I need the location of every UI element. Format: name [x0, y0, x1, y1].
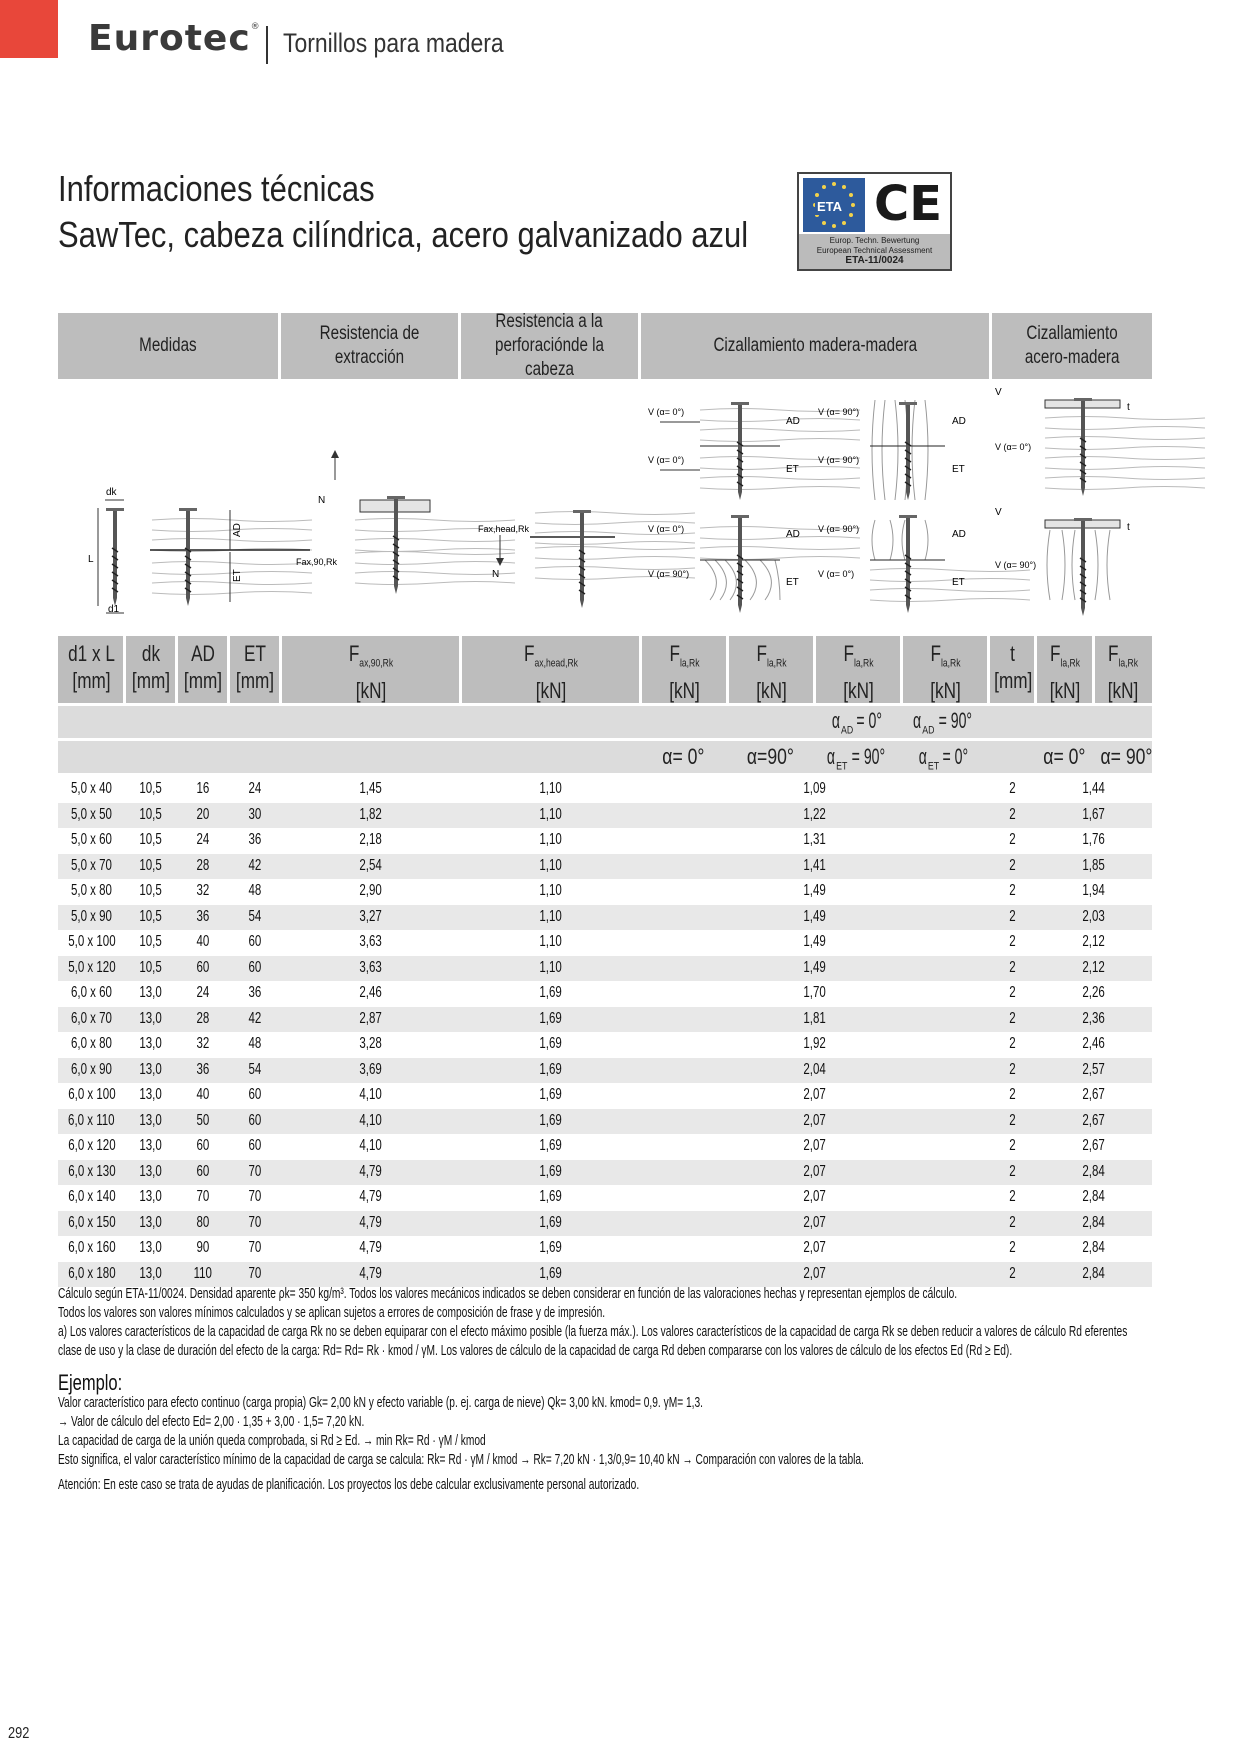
table-cell: 4,10 — [359, 1137, 383, 1154]
table-cell: 13,0 — [139, 1239, 163, 1256]
table-row — [58, 1134, 1152, 1159]
svg-text:d1: d1 — [108, 604, 120, 615]
svg-text:V (α= 0°): V (α= 0°) — [648, 524, 685, 534]
angle-row-2 — [58, 741, 1152, 773]
svg-text:t: t — [1127, 402, 1130, 413]
table-cell: 2 — [1009, 907, 1016, 925]
certificate-number: ETA-11/0024 — [845, 255, 904, 266]
page-title-line2: SawTec, cabeza cilíndrica, acero galvanizado azul — [58, 214, 749, 255]
table-cell: 1,10 — [539, 907, 563, 925]
table-cell: 110 — [193, 1264, 213, 1282]
table-cell: 2,07 — [803, 1213, 827, 1231]
table-cell: 24 — [196, 831, 210, 848]
table-cell: 2 — [1009, 805, 1016, 823]
table-cell: 1,31 — [803, 831, 827, 848]
table-cell: 2,67 — [1082, 1137, 1106, 1154]
example-line-5: Atención: En este caso se trata de ayudas de planificación. Los proyectos los debe calcular exclusivamente personal autorizado. — [58, 1476, 640, 1493]
table-cell: 2,12 — [1082, 933, 1106, 950]
table-cell: 3,63 — [359, 933, 383, 950]
group-madera-madera: Cizallamiento madera-madera — [713, 335, 917, 356]
table-cell: 16 — [196, 780, 210, 797]
table-cell: 3,28 — [359, 1035, 383, 1052]
table-cell: 60 — [248, 1111, 262, 1129]
table-row — [58, 1032, 1152, 1057]
table-cell: 28 — [196, 856, 210, 874]
table-cell: 60 — [196, 958, 210, 976]
table-cell: 13,0 — [139, 1137, 163, 1154]
svg-text:AD: AD — [952, 529, 966, 540]
table-cell: 1,69 — [539, 1264, 563, 1282]
table-cell: 1,76 — [1082, 831, 1106, 848]
svg-text:L: L — [88, 554, 94, 565]
table-cell: 13,0 — [139, 1188, 163, 1205]
table-cell: 2,84 — [1082, 1188, 1106, 1205]
svg-text:V: V — [995, 507, 1002, 518]
column-header-2: AD [mm] — [183, 641, 223, 693]
table-cell: 2,07 — [803, 1086, 827, 1103]
table-cell: 24 — [248, 780, 262, 797]
example-line-3: La capacidad de carga de la unión queda comprobada, si Rd ≥ Ed. → min Rk= Rd · γM / kmod — [58, 1432, 486, 1449]
table-cell: 1,10 — [539, 780, 563, 797]
table-cell: 1,69 — [539, 1035, 563, 1052]
table-cell: 5,0 x 90 — [71, 907, 112, 925]
table-cell: 2 — [1009, 831, 1016, 848]
column-header-12: $F_{la,Rk}$ [kN] — [1107, 641, 1139, 704]
column-header-9: $F_{la,Rk}$ [kN] — [930, 641, 961, 704]
table-cell: 1,69 — [539, 1162, 563, 1180]
table-cell: 2,67 — [1082, 1111, 1106, 1129]
table-cell: 10,5 — [139, 856, 163, 874]
table-cell: 4,79 — [359, 1239, 383, 1256]
table-cell: 32 — [196, 1035, 210, 1052]
table-cell: 2,26 — [1082, 984, 1106, 1001]
svg-text:AD: AD — [232, 523, 243, 537]
svg-text:V (α= 90°): V (α= 90°) — [818, 407, 860, 417]
table-cell: 10,5 — [139, 907, 163, 925]
table-cell: 28 — [196, 1009, 210, 1027]
table-cell: 2,07 — [803, 1239, 827, 1256]
column-header-8: $F_{la,Rk}$ [kN] — [843, 641, 874, 704]
table-row — [58, 828, 1152, 853]
column-header-6: $F_{la,Rk}$ [kN] — [669, 641, 700, 704]
certificate-line2: European Technical Assessment — [816, 246, 933, 255]
column-header-10: t [mm] — [994, 641, 1033, 693]
table-cell: 1,10 — [539, 958, 563, 976]
table-row — [58, 803, 1152, 828]
table-row — [58, 981, 1152, 1006]
table-cell: 4,79 — [359, 1162, 383, 1180]
table-cell: 6,0 x 150 — [67, 1213, 116, 1231]
table-cell: 10,5 — [139, 882, 163, 899]
table-row — [58, 956, 1152, 981]
table-cell: 4,10 — [359, 1086, 383, 1103]
table-cell: 4,79 — [359, 1188, 383, 1205]
table-cell: 1,69 — [539, 984, 563, 1001]
table-cell: 6,0 x 120 — [67, 1137, 116, 1154]
table-cell: 1,69 — [539, 1086, 563, 1103]
column-header-7: $F_{la,Rk}$ [kN] — [756, 641, 787, 704]
table-cell: 1,09 — [803, 780, 827, 797]
group-acero-madera: Cizallamiento acero-madera — [1024, 323, 1120, 368]
table-cell: 2 — [1009, 1060, 1016, 1078]
column-header-1: dk [mm] — [131, 641, 171, 693]
madera-madera-diagrams — [648, 400, 1030, 613]
table-cell: 2 — [1009, 984, 1016, 1001]
table-cell: 2 — [1009, 1162, 1016, 1180]
table-cell: 1,49 — [803, 882, 827, 899]
table-cell: 1,92 — [803, 1035, 827, 1052]
eta-ce-certificate — [797, 172, 952, 271]
table-cell: 6,0 x 70 — [71, 1009, 112, 1027]
table-row — [58, 930, 1152, 955]
table-cell: 3,27 — [359, 907, 383, 925]
table-cell: 60 — [248, 933, 262, 950]
table-cell: 6,0 x 60 — [71, 984, 112, 1001]
table-cell: 13,0 — [139, 1111, 163, 1129]
table-cell: 1,10 — [539, 933, 563, 950]
table-cell: 2,84 — [1082, 1239, 1106, 1256]
svg-text:N: N — [492, 569, 500, 580]
note-3: a) Los valores característicos de la capacidad de carga Rk no se deben equiparar con el efecto máximo posible (la fuerza máx.). Los valores característicos de la capacidad de carga Rk se deben reducir a valores de cálculo Rd eferentes — [58, 1323, 1128, 1340]
table-cell: 60 — [196, 1137, 210, 1154]
example-line-1: Valor característico para efecto continuo (carga propia) Gk= 2,00 kN y efecto variable (p. ej. carga de nieve) Qk= 3,00 kN. kmod= 0,9. γM= 1,3. — [58, 1394, 704, 1411]
table-cell: 6,0 x 160 — [67, 1239, 116, 1256]
table-cell: 70 — [248, 1264, 262, 1282]
angle-et-90: $\alpha_{ET} = 90^\circ$ — [826, 744, 885, 773]
column-header-0: d1 x L [mm] — [68, 641, 115, 693]
svg-text:V (α= 90°): V (α= 90°) — [818, 524, 860, 534]
technical-diagrams — [0, 380, 1240, 640]
table-cell: 2,87 — [359, 1009, 383, 1027]
table-row — [58, 777, 1152, 802]
svg-text:AD: AD — [786, 416, 800, 427]
table-cell: 1,69 — [539, 1111, 563, 1129]
note-2: Todos los valores son valores mínimos calculados y se aplican sujetos a errores de composición de frase y de impresión. — [58, 1304, 606, 1321]
table-cell: 4,79 — [359, 1213, 383, 1231]
column-header-3: ET [mm] — [235, 641, 275, 693]
table-cell: 2 — [1009, 1264, 1016, 1282]
eurotec-logo: Eurotec® — [88, 18, 261, 59]
table-cell: 5,0 x 40 — [71, 780, 112, 797]
table-cell: 1,10 — [539, 831, 563, 848]
table-cell: 42 — [248, 1009, 262, 1027]
table-cell: 2 — [1009, 1035, 1016, 1052]
note-4: clase de uso y la clase de duración del efecto de la carga: Rd= Rd= Rk · kmod / γM. Los valores de cálculo de la capacidad de carga Rd deben compararse con los valores de cálculo de los efectos Ed (Rd ≥ Ed). — [58, 1342, 1013, 1359]
angle-ad-0: $\alpha_{AD} = 0^\circ$ — [831, 708, 882, 737]
angle-ad-90: $\alpha_{AD} = 90^\circ$ — [913, 708, 973, 737]
svg-text:Fax,90,Rk: Fax,90,Rk — [296, 557, 338, 567]
svg-text:ET: ET — [232, 569, 243, 582]
group-extraccion: Resistencia de extracción — [319, 323, 420, 368]
table-cell: 60 — [196, 1162, 210, 1180]
table-cell: 1,44 — [1082, 780, 1106, 797]
table-cell: 2 — [1009, 1137, 1016, 1154]
acero-madera-diagrams — [995, 387, 1205, 616]
table-cell: 5,0 x 120 — [67, 958, 116, 976]
table-cell: 1,69 — [539, 1137, 563, 1154]
svg-text:V (α= 0°): V (α= 0°) — [648, 455, 685, 465]
table-cell: 5,0 x 60 — [71, 831, 112, 848]
table-cell: 2,07 — [803, 1264, 827, 1282]
table-cell: 2,07 — [803, 1111, 827, 1129]
table-cell: 5,0 x 70 — [71, 856, 112, 874]
table-cell: 6,0 x 140 — [67, 1188, 116, 1205]
eta-badge-icon: ETA — [803, 178, 865, 232]
example-title: Ejemplo: — [58, 1370, 123, 1395]
svg-text:t: t — [1127, 522, 1130, 533]
svg-text:ET: ET — [786, 577, 799, 588]
table-cell: 2,03 — [1082, 907, 1106, 925]
table-cell: 6,0 x 130 — [67, 1162, 116, 1180]
table-cell: 48 — [248, 1035, 262, 1052]
group-medidas: Medidas — [139, 335, 197, 356]
table-cell: 48 — [248, 882, 262, 899]
table-cell: 6,0 x 110 — [68, 1111, 115, 1129]
table-cell: 13,0 — [139, 984, 163, 1001]
table-cell: 50 — [196, 1111, 210, 1129]
table-cell: 1,81 — [803, 1009, 827, 1027]
table-cell: 1,70 — [803, 984, 827, 1001]
medidas-diagram — [88, 487, 312, 615]
table-cell: 30 — [248, 805, 262, 823]
svg-text:V (α= 90°): V (α= 90°) — [995, 560, 1037, 570]
angle-et-0: $\alpha_{ET} = 0^\circ$ — [918, 744, 969, 773]
header-divider — [266, 26, 268, 64]
table-cell: 60 — [248, 1137, 262, 1154]
table-cell: 10,5 — [139, 831, 163, 848]
table-cell: 2,46 — [1082, 1035, 1106, 1052]
table-cell: 70 — [248, 1188, 262, 1205]
table-cell: 1,10 — [539, 882, 563, 899]
column-header-5: $F_{ax,head,Rk}$ [kN] — [524, 641, 578, 704]
table-cell: 54 — [248, 907, 262, 925]
table-cell: 6,0 x 80 — [71, 1035, 112, 1052]
table-cell: 1,49 — [803, 958, 827, 976]
table-cell: 13,0 — [139, 1009, 163, 1027]
table-cell: 36 — [248, 831, 262, 848]
table-cell: 2 — [1009, 1213, 1016, 1231]
table-row — [58, 1160, 1152, 1185]
table-cell: 1,49 — [803, 933, 827, 950]
table-cell: 2,12 — [1082, 958, 1106, 976]
table-cell: 1,10 — [539, 805, 563, 823]
svg-text:ET: ET — [786, 464, 799, 475]
svg-text:V (α= 90°): V (α= 90°) — [818, 455, 860, 465]
table-cell: 4,79 — [359, 1264, 383, 1282]
table-cell: 60 — [248, 1086, 262, 1103]
ce-mark: CE — [873, 176, 942, 232]
table-cell: 80 — [196, 1213, 210, 1231]
table-cell: 2,36 — [1082, 1009, 1106, 1027]
svg-text:V (α= 0°): V (α= 0°) — [648, 407, 685, 417]
page-title-line1: Informaciones técnicas — [58, 168, 375, 209]
table-cell: 2,54 — [359, 856, 383, 874]
table-row — [58, 1185, 1152, 1210]
svg-text:AD: AD — [786, 529, 800, 540]
table-row — [58, 1007, 1152, 1032]
table-cell: 2,46 — [359, 984, 383, 1001]
table-cell: 1,41 — [803, 856, 827, 874]
svg-text:N: N — [318, 495, 326, 506]
table-cell: 90 — [196, 1239, 210, 1256]
table-cell: 1,69 — [539, 1009, 563, 1027]
table-cell: 2,90 — [359, 882, 383, 899]
svg-text:V (α= 0°): V (α= 0°) — [995, 442, 1032, 452]
table-cell: 2 — [1009, 1111, 1016, 1129]
table-cell: 1,49 — [803, 907, 827, 925]
table-row — [58, 1109, 1152, 1134]
table-row — [58, 905, 1152, 930]
column-header-11: $F_{la,Rk}$ [kN] — [1049, 641, 1081, 704]
table-cell: 36 — [196, 907, 210, 925]
table-cell: 1,10 — [539, 856, 563, 874]
table-cell: 2,67 — [1082, 1086, 1106, 1103]
angle-steel-0: α= 0° — [1042, 744, 1086, 769]
svg-text:ET: ET — [952, 577, 965, 588]
table-cell: 4,10 — [359, 1111, 383, 1129]
table-cell: 6,0 x 90 — [71, 1060, 112, 1078]
table-cell: 40 — [196, 933, 210, 950]
table-cell: 2 — [1009, 856, 1016, 874]
note-1: Cálculo según ETA-11/0024. Densidad aparente ρk= 350 kg/m³. Todos los valores mecánicos indicados se deben considerar en función de las valoraciones hechas y representan ejemplos de cálculo. — [58, 1285, 958, 1302]
example-line-4: Esto significa, el valor característico mínimo de la capacidad de carga se calcula: Rk= Rd · γM / kmod → Rk= 7,20 kN · 1,3/0,9= 10,40 kN → Comparación con valores de la tabla. — [58, 1451, 864, 1468]
table-cell: 2 — [1009, 1239, 1016, 1256]
table-cell: 10,5 — [139, 805, 163, 823]
table-cell: 70 — [248, 1162, 262, 1180]
table-cell: 3,63 — [359, 958, 383, 976]
angle-alpha-90: α=90° — [746, 744, 795, 769]
table-cell: 2,18 — [359, 831, 383, 848]
svg-text:AD: AD — [952, 416, 966, 427]
column-header-4: $F_{ax,90,Rk}$ [kN] — [348, 641, 394, 704]
extraccion-diagram — [296, 450, 515, 594]
table-cell: 2,07 — [803, 1162, 827, 1180]
angle-steel-90: α= 90° — [1100, 744, 1153, 769]
angle-row-1 — [58, 706, 1152, 738]
svg-text:Fax,head,Rk: Fax,head,Rk — [478, 524, 530, 534]
table-cell: 2 — [1009, 1009, 1016, 1027]
table-cell: 2,57 — [1082, 1060, 1106, 1078]
table-cell: 24 — [196, 984, 210, 1001]
certificate-line1: Europ. Techn. Bewertung — [829, 236, 920, 245]
svg-text:ET: ET — [952, 464, 965, 475]
table-cell: 1,69 — [539, 1213, 563, 1231]
table-cell: 2 — [1009, 882, 1016, 899]
table-row — [58, 1083, 1152, 1108]
table-cell: 13,0 — [139, 1213, 163, 1231]
table-cell: 1,85 — [1082, 856, 1106, 874]
table-row — [58, 854, 1152, 879]
table-cell: 10,5 — [139, 780, 163, 797]
svg-text:V (α= 90°): V (α= 90°) — [648, 569, 690, 579]
table-cell: 2 — [1009, 1086, 1016, 1103]
section-title: Tornillos para madera — [283, 28, 504, 58]
table-cell: 20 — [196, 805, 210, 823]
corner-accent — [0, 0, 58, 58]
table-cell: 32 — [196, 882, 210, 899]
page-number: 292 — [8, 1725, 30, 1742]
table-cell: 60 — [248, 958, 262, 976]
example-line-2: → Valor de cálculo del efecto Ed= 2,00 · 1,35 + 3,00 · 1,5= 7,20 kN. — [58, 1413, 365, 1430]
table-row — [58, 1262, 1152, 1287]
table-cell: 5,0 x 50 — [71, 805, 112, 823]
table-cell: 2 — [1009, 958, 1016, 976]
table-cell: 2 — [1009, 780, 1016, 797]
table-row — [58, 1058, 1152, 1083]
table-cell: 36 — [196, 1060, 210, 1078]
table-cell: 2,84 — [1082, 1213, 1106, 1231]
table-cell: 6,0 x 100 — [67, 1086, 116, 1103]
svg-text:V (α= 0°): V (α= 0°) — [818, 569, 855, 579]
table-cell: 70 — [196, 1188, 210, 1205]
table-cell: 13,0 — [139, 1162, 163, 1180]
table-cell: 54 — [248, 1060, 262, 1078]
table-cell: 1,22 — [803, 805, 827, 823]
table-cell: 10,5 — [139, 933, 163, 950]
table-cell: 1,69 — [539, 1060, 563, 1078]
table-row — [58, 1211, 1152, 1236]
table-cell: 13,0 — [139, 1035, 163, 1052]
svg-text:dk: dk — [106, 487, 117, 498]
table-cell: 2,04 — [803, 1060, 827, 1078]
table-cell: 1,94 — [1082, 882, 1106, 899]
table-cell: 6,0 x 180 — [67, 1264, 116, 1282]
table-cell: 5,0 x 100 — [67, 933, 116, 950]
table-cell: 2,07 — [803, 1188, 827, 1205]
table-cell: 40 — [196, 1086, 210, 1103]
table-cell: 3,69 — [359, 1060, 383, 1078]
table-cell: 2 — [1009, 933, 1016, 950]
table-cell: 2,84 — [1082, 1162, 1106, 1180]
table-cell: 10,5 — [139, 958, 163, 976]
group-perforacion: Resistencia a la perforaciónde la cabeza — [494, 311, 604, 380]
table-cell: 13,0 — [139, 1264, 163, 1282]
table-cell: 70 — [248, 1239, 262, 1256]
table-cell: 70 — [248, 1213, 262, 1231]
table-cell: 13,0 — [139, 1086, 163, 1103]
table-cell: 13,0 — [139, 1060, 163, 1078]
angle-alpha-0: α= 0° — [662, 744, 705, 769]
table-cell: 42 — [248, 856, 262, 874]
svg-text:V: V — [995, 387, 1002, 398]
table-cell: 1,67 — [1082, 805, 1106, 823]
table-row — [58, 879, 1152, 904]
table-cell: 1,45 — [359, 780, 383, 797]
table-cell: 2,07 — [803, 1137, 827, 1154]
table-cell: 2 — [1009, 1188, 1016, 1205]
table-cell: 2,84 — [1082, 1264, 1106, 1282]
table-cell: 36 — [248, 984, 262, 1001]
table-cell: 1,82 — [359, 805, 383, 823]
table-cell: 1,69 — [539, 1239, 563, 1256]
table-cell: 1,69 — [539, 1188, 563, 1205]
table-row — [58, 1236, 1152, 1261]
table-cell: 5,0 x 80 — [71, 882, 112, 899]
